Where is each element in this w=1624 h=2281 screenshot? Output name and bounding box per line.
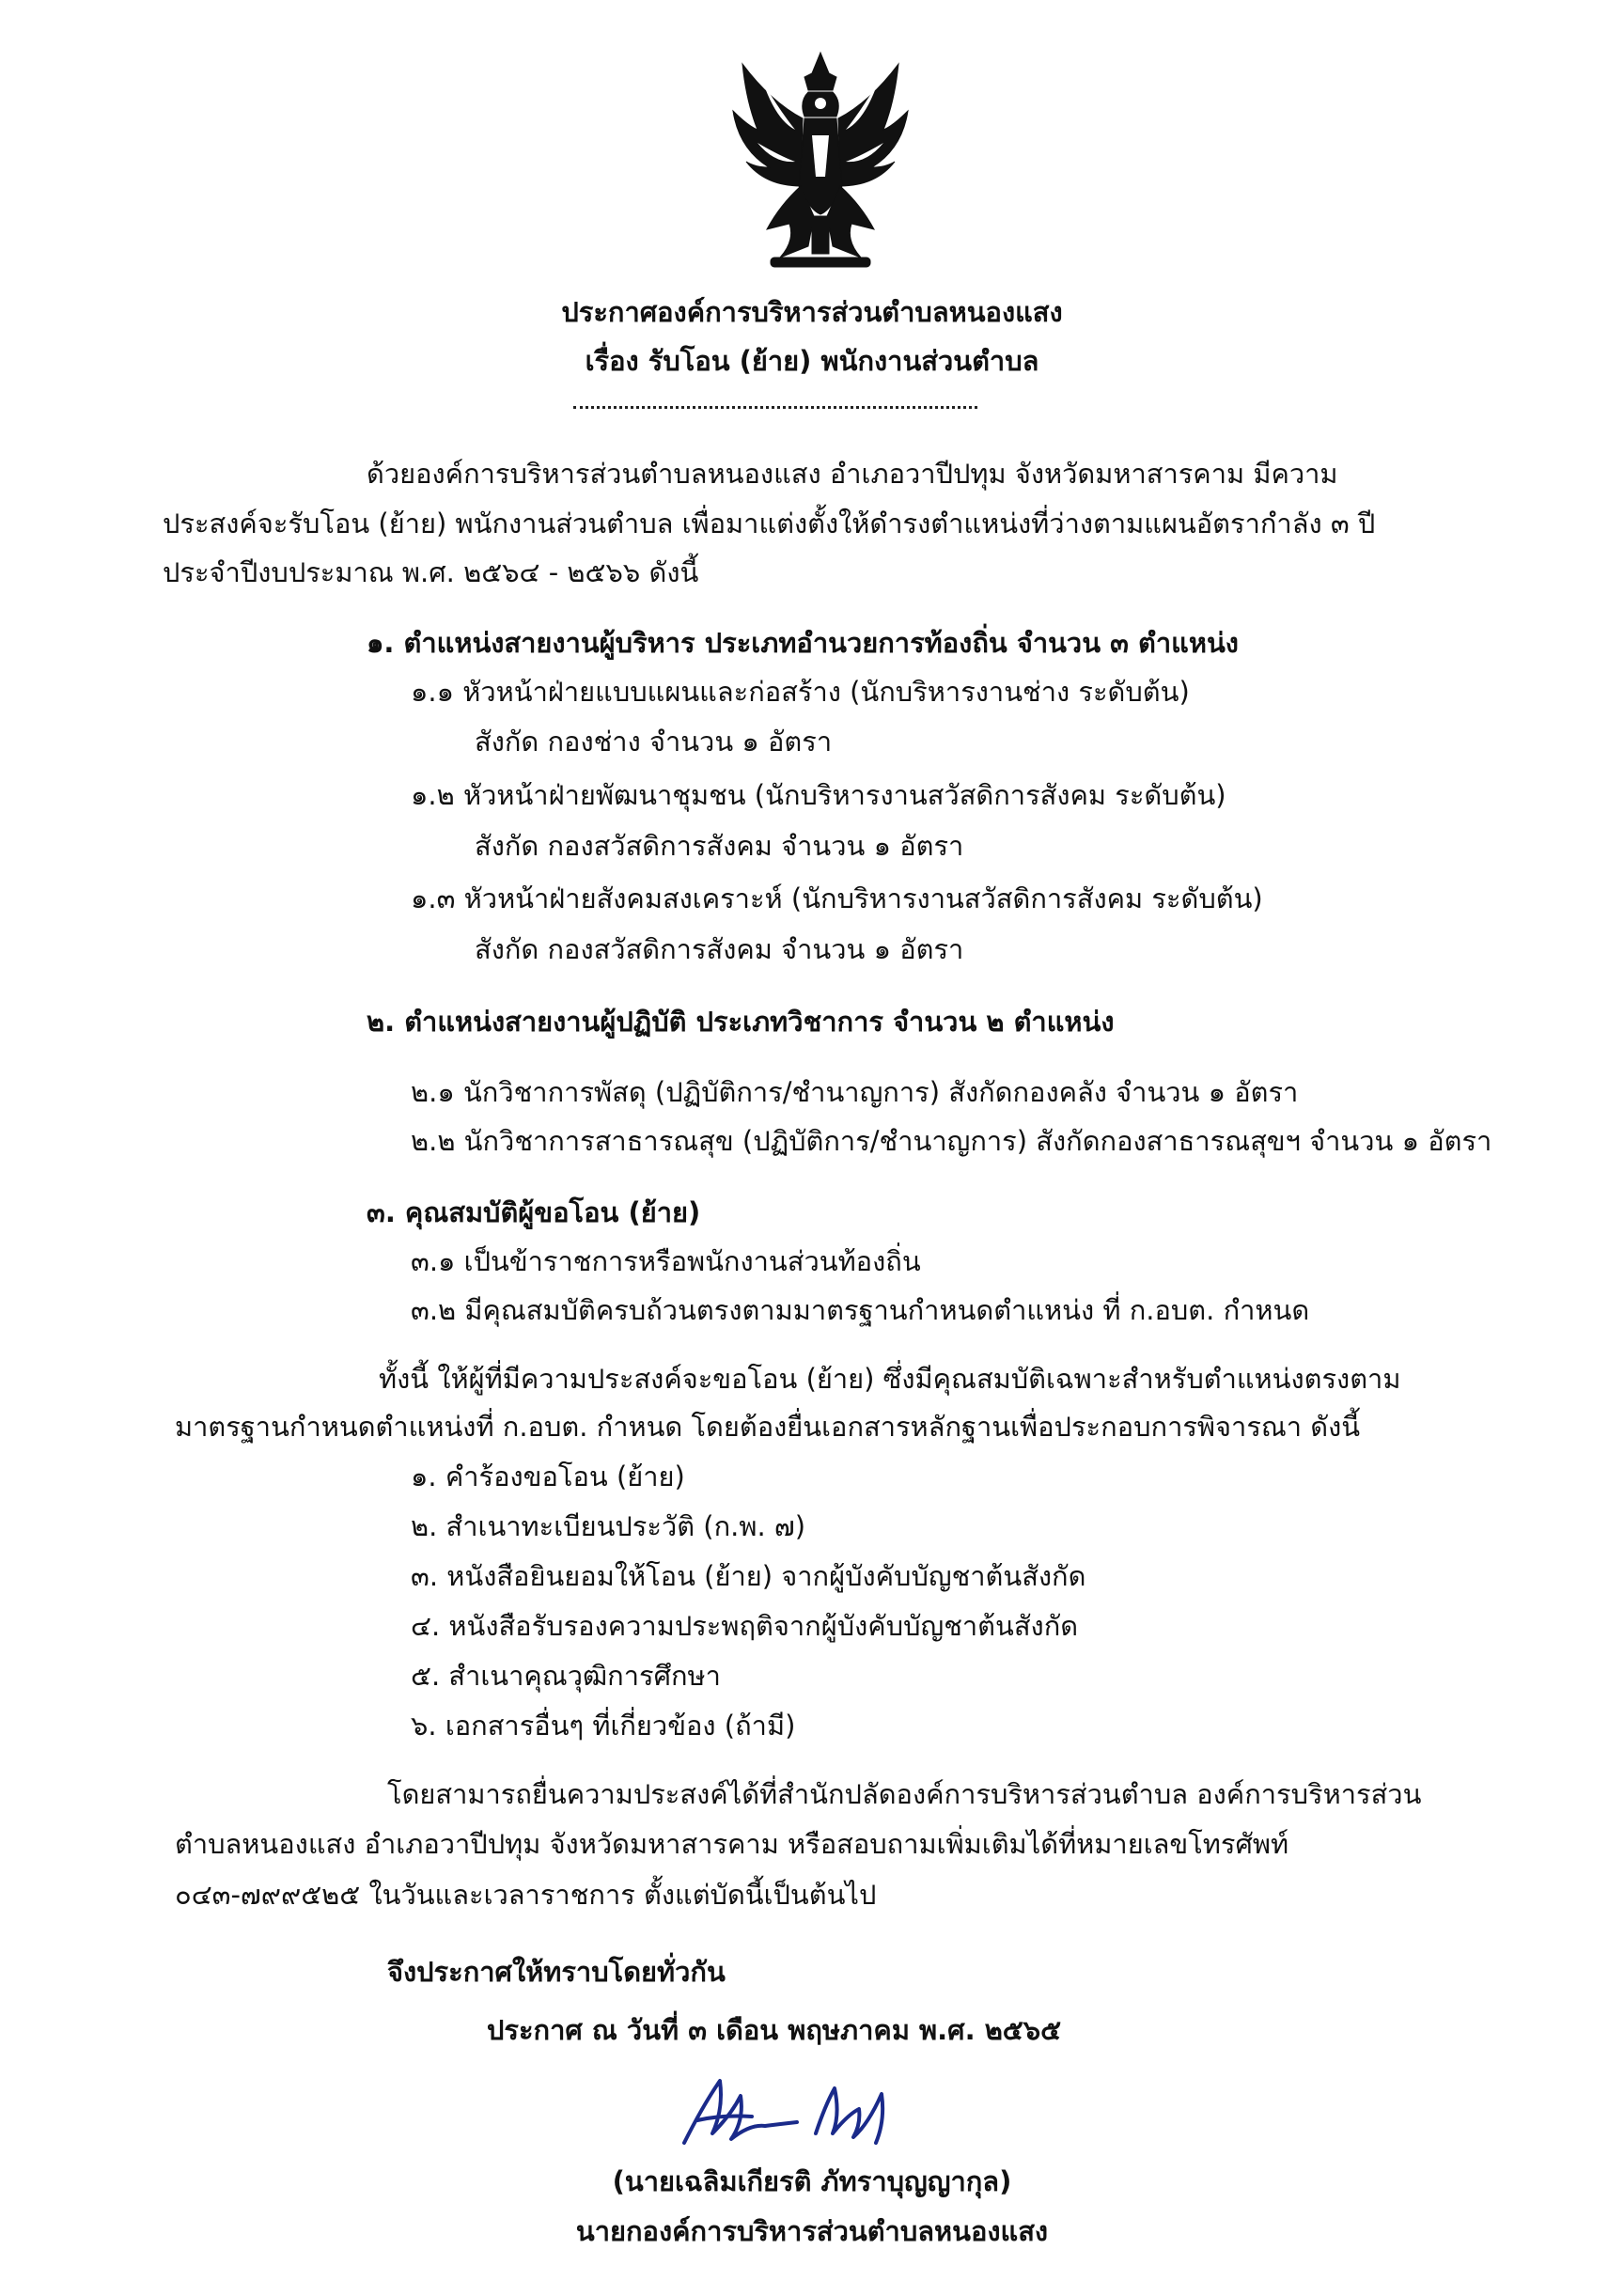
section-1-item-detail: สังกัด กองสวัสดิการสังคม จำนวน ๑ อัตรา <box>475 830 964 862</box>
section-3-heading: ๓. คุณสมบัติผู้ขอโอน (ย้าย) <box>367 1196 701 1228</box>
title-divider <box>573 406 977 409</box>
announcement-date: ประกาศ ณ วันที่ ๓ เดือน พฤษภาคม พ.ศ. ๒๕๖๕ <box>487 2014 1062 2046</box>
document-item: ๒. สำเนาทะเบียนประวัติ (ก.พ. ๗) <box>411 1510 806 1542</box>
announcement-title: ประกาศองค์การบริหารส่วนตำบลหนองแสง <box>561 296 1063 328</box>
contact-line-2: ตำบลหนองแสง อำเภอวาปีปทุม จังหวัดมหาสารคาม หรือสอบถามเพิ่มเติมได้ที่หมายเลขโทรศัพท์ <box>175 1828 1289 1860</box>
section-3-item: ๓.๑ เป็นข้าราชการหรือพนักงานส่วนท้องถิ่น <box>411 1245 921 1277</box>
section-1-item-title: ๑.๒ หัวหน้าฝ่ายพัฒนาชุมชน (นักบริหารงานสวัสดิการสังคม ระดับต้น) <box>411 779 1226 811</box>
signer-position: นายกองค์การบริหารส่วนตำบลหนองแสง <box>575 2215 1049 2247</box>
document-item: ๓. หนังสือยินยอมให้โอน (ย้าย) จากผู้บังคับบัญชาต้นสังกัด <box>411 1560 1086 1592</box>
closing-statement: จึงประกาศให้ทราบโดยทั่วกัน <box>387 1956 726 1988</box>
section-1-item-detail: สังกัด กองสวัสดิการสังคม จำนวน ๑ อัตรา <box>475 933 964 965</box>
intro-line-2: ประสงค์จะรับโอน (ย้าย) พนักงานส่วนตำบล เพื่อมาแต่งตั้งให้ดำรงตำแหน่งที่ว่างตามแผนอัตรากำลัง ๓ ปี <box>163 508 1376 539</box>
section-1-heading: ๑. ตำแหน่งสายงานผู้บริหาร ประเภทอำนวยการท้องถิ่น จำนวน ๓ ตำแหน่ง <box>367 627 1239 659</box>
section-2-heading: ๒. ตำแหน่งสายงานผู้ปฏิบัติ ประเภทวิชาการ จำนวน ๒ ตำแหน่ง <box>367 1006 1115 1038</box>
section-1-item-title: ๑.๓ หัวหน้าฝ่ายสังคมสงเคราะห์ (นักบริหารงานสวัสดิการสังคม ระดับต้น) <box>411 883 1263 914</box>
contact-line-3: ๐๔๓-๗๙๙๕๒๕ ในวันและเวลาราชการ ตั้งแต่บัดนี้เป็นต้นไป <box>175 1879 877 1911</box>
signer-name: (นายเฉลิมเกียรติ ภัทราบุญญากุล) <box>612 2165 1012 2197</box>
document-item: ๖. เอกสารอื่นๆ ที่เกี่ยวข้อง (ถ้ามี) <box>411 1710 796 1742</box>
announcement-subject: เรื่อง รับโอน (ย้าย) พนักงานส่วนตำบล <box>585 345 1039 377</box>
document-item: ๕. สำเนาคุณวุฒิการศึกษา <box>411 1660 721 1692</box>
document-item: ๑. คำร้องขอโอน (ย้าย) <box>411 1461 685 1492</box>
section-1-item-title: ๑.๑ หัวหน้าฝ่ายแบบแผนและก่อสร้าง (นักบริหารงานช่าง ระดับต้น) <box>411 676 1190 708</box>
document-item: ๔. หนังสือรับรองความประพฤติจากผู้บังคับบัญชาต้นสังกัด <box>411 1610 1079 1642</box>
section-3-item: ๓.๒ มีคุณสมบัติครบถ้วนตรงตามมาตรฐานกำหนดตำแหน่ง ที่ ก.อบต. กำหนด <box>411 1294 1310 1326</box>
documents-intro-line-2: มาตรฐานกำหนดตำแหน่งที่ ก.อบต. กำหนด โดยต้องยื่นเอกสารหลักฐานเพื่อประกอบการพิจารณา ดังนี้ <box>175 1411 1361 1443</box>
documents-intro-line-1: ทั้งนี้ ให้ผู้ที่มีความประสงค์จะขอโอน (ย้าย) ซึ่งมีคุณสมบัติเฉพาะสำหรับตำแหน่งตรงตาม <box>379 1363 1401 1395</box>
section-2-item: ๒.๑ นักวิชาการพัสดุ (ปฏิบัติการ/ชำนาญการ) สังกัดกองคลัง จำนวน ๑ อัตรา <box>411 1076 1299 1108</box>
garuda-emblem <box>714 45 927 280</box>
section-1-item-detail: สังกัด กองช่าง จำนวน ๑ อัตรา <box>475 726 833 758</box>
signature <box>675 2068 919 2152</box>
section-2-item: ๒.๒ นักวิชาการสาธารณสุข (ปฏิบัติการ/ชำนาญการ) สังกัดกองสาธารณสุขฯ จำนวน ๑ อัตรา <box>411 1125 1492 1157</box>
intro-line-1: ด้วยองค์การบริหารส่วนตำบลหนองแสง อำเภอวาปีปทุม จังหวัดมหาสารคาม มีความ <box>367 458 1338 490</box>
intro-line-3: ประจำปีงบประมาณ พ.ศ. ๒๕๖๔ - ๒๕๖๖ ดังนี้ <box>163 556 699 588</box>
contact-line-1: โดยสามารถยื่นความประสงค์ได้ที่สำนักปลัดองค์การบริหารส่วนตำบล องค์การบริหารส่วน <box>387 1778 1422 1810</box>
